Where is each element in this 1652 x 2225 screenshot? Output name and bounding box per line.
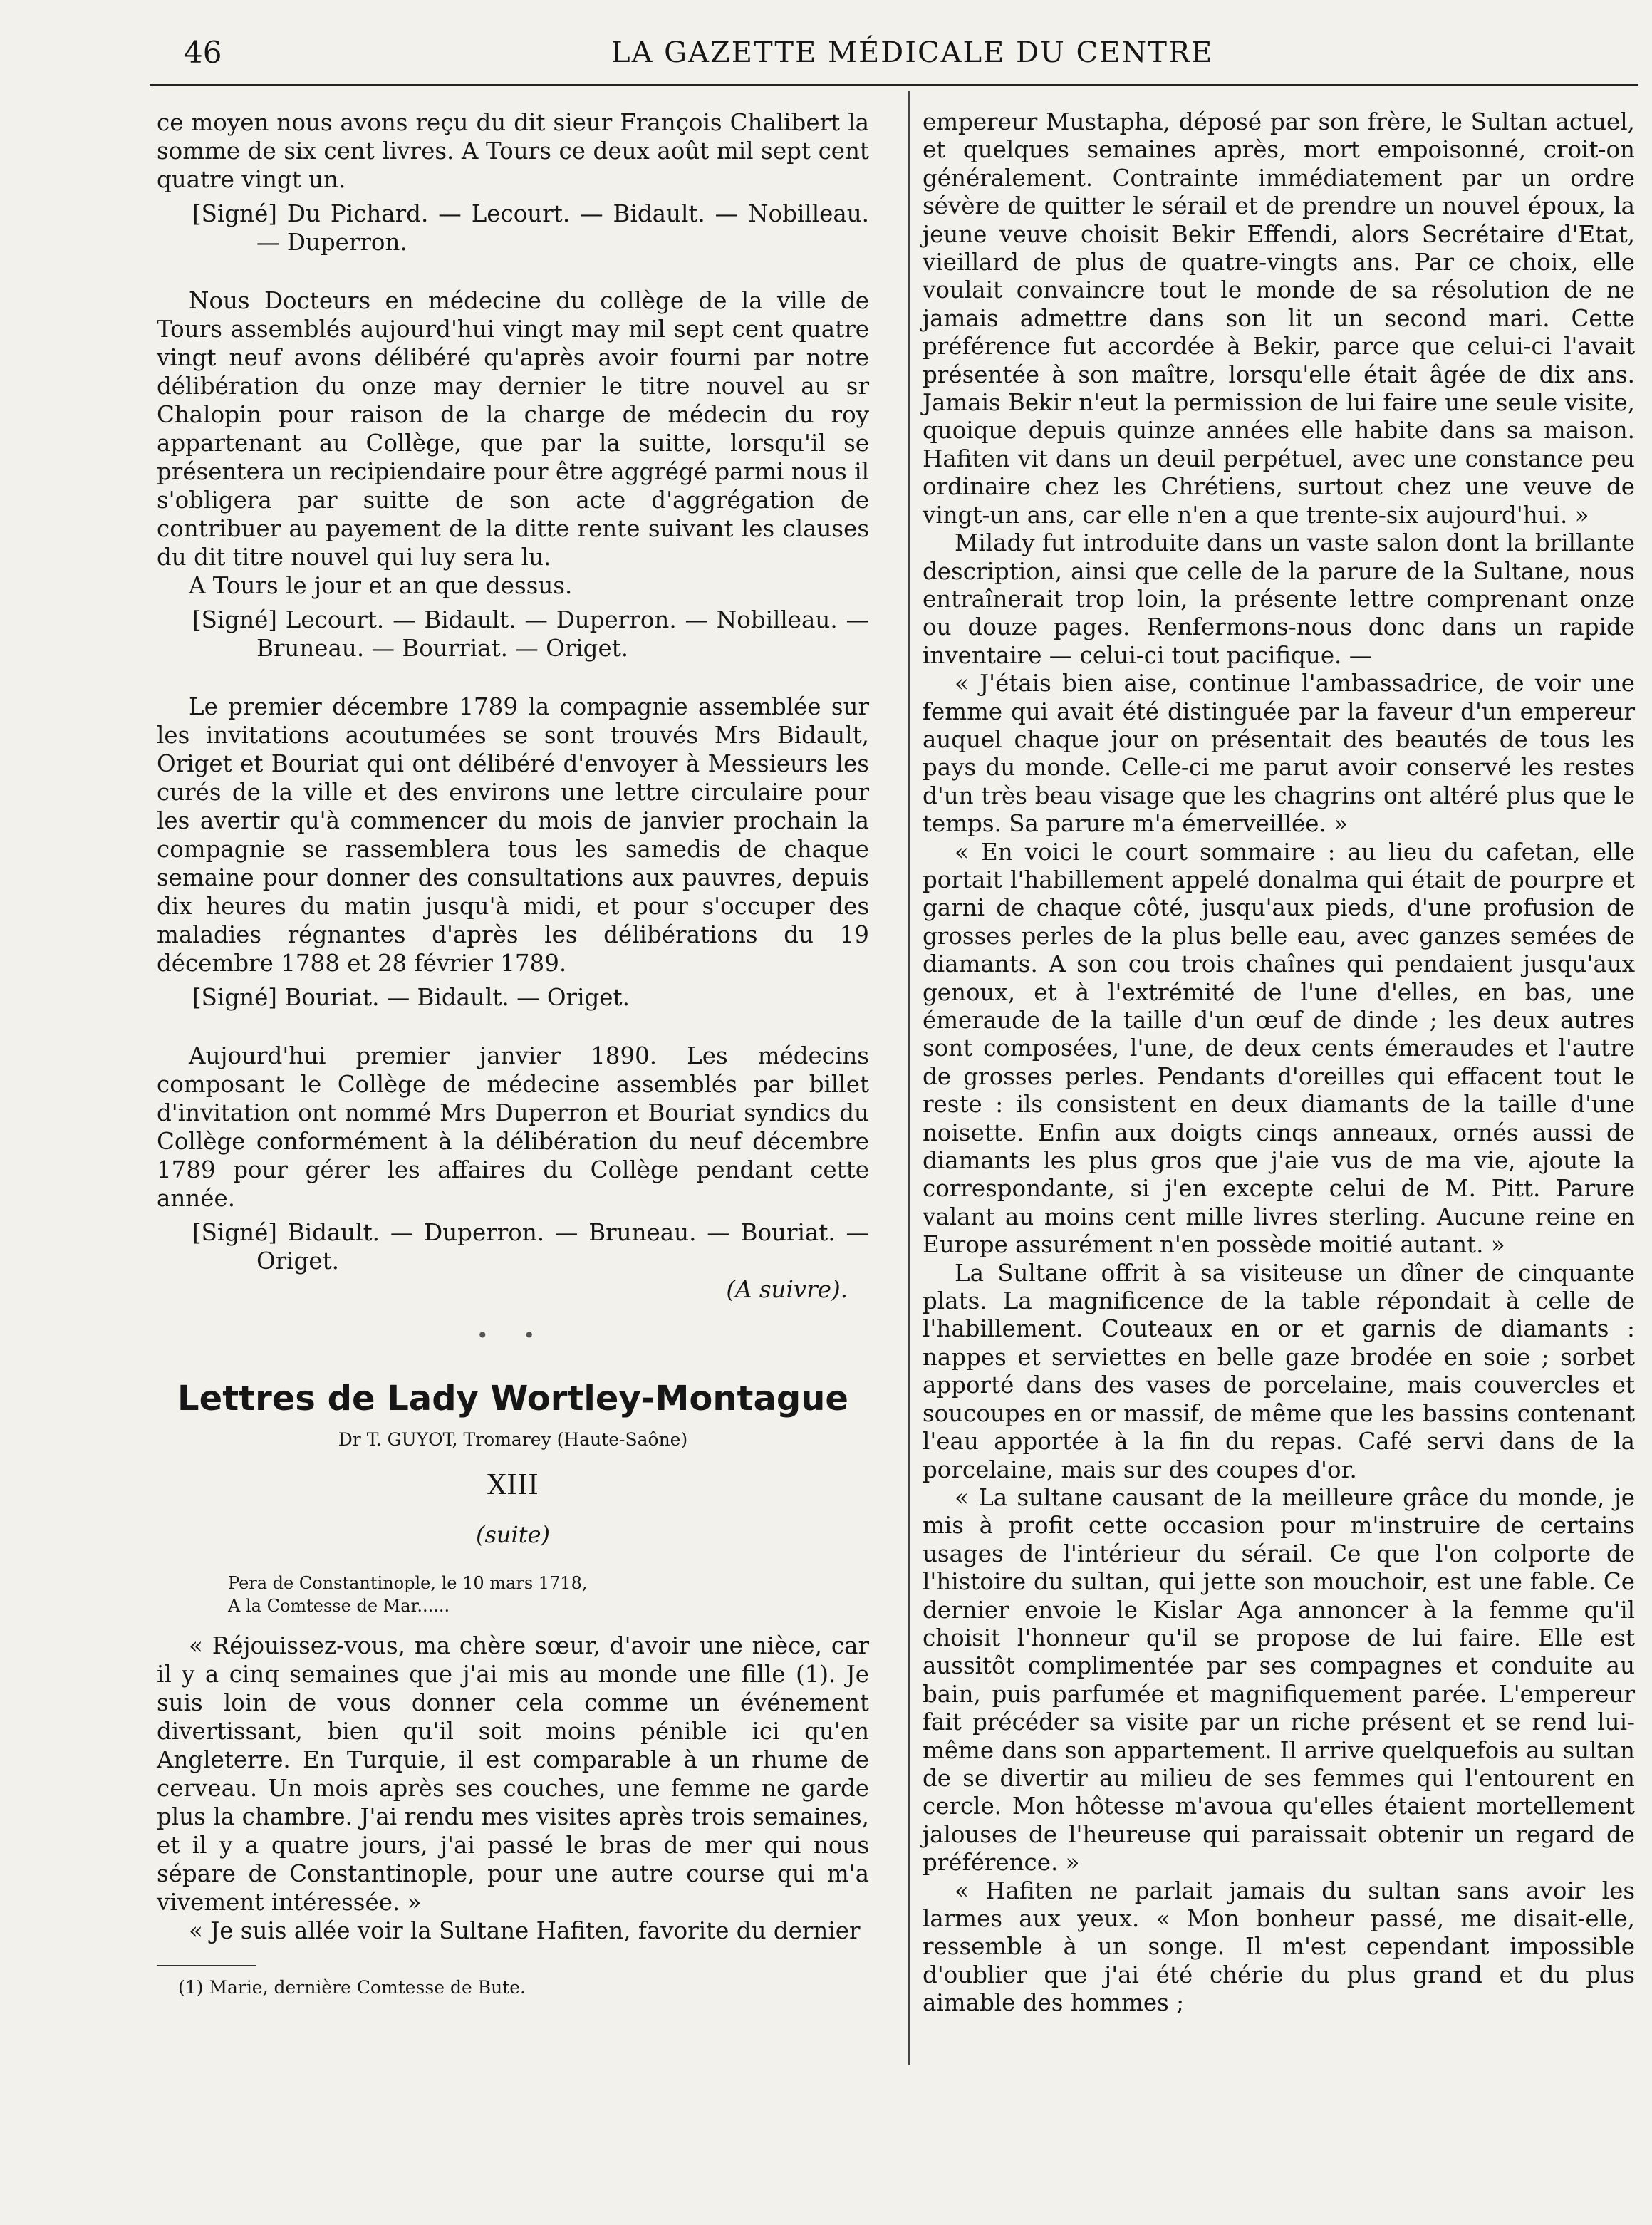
paragraph: Le premier décembre 1789 la compagnie assemblée sur les invitations acoutumées se sont trouvés Mrs Bidault, Origet et Bouriat qui ont délibéré d'envoyer à Messieurs les curés de la ville et des environs une lettre circulaire pour les avertir qu'à commencer du mois de janvier prochain la compagnie se rassemblera tous les samedis de chaque semaine pour donner des consultations aux pauvres, depuis dix heures du matin jusqu'à midi, et pour s'occuper des maladies régnantes d'après les délibérations du 19 décembre 1788 et 28 février 1789. bbox=[157, 693, 869, 977]
paragraph: Aujourd'hui premier janvier 1890. Les médecins composant le Collège de médecine assemblés par billet d'invitation ont nommé Mrs Duperron et Bouriat syndics du Collège conformément à la délibération du neuf décembre 1789 pour gérer les affaires du Collège pendant cette année. bbox=[157, 1042, 869, 1212]
footnote: (1) Marie, dernière Comtesse de Bute. bbox=[178, 1977, 526, 1998]
continuation-note: (A suivre). bbox=[726, 1276, 848, 1303]
right-column bbox=[923, 108, 1635, 2018]
suite-label: (suite) bbox=[475, 1521, 551, 1548]
dateline-place: Pera de Constantinople, le 10 mars 1718, bbox=[228, 1573, 588, 1593]
paragraph: « En voici le court sommaire : au lieu du cafetan, elle portait l'habillement appelé donalma qui était de pourpre et garni de chaque côté, jusqu'aux pieds, d'une profusion de grosses perles de la plus belle eau, avec ganzes semées de diamants. A son cou trois chaînes qui pendaient jusqu'aux genoux, et à l'extrémité de l'une d'elles, en bas, une émeraude de la taille d'un œuf de dinde ; les deux autres sont composées, l'une, de deux cents émeraudes et l'autre de grosses perles. Pendants d'oreilles qui effacent tout le reste : ils consistent en deux diamants de la taille d'une noisette. Enfin aux doigts cinqs anneaux, ornés aussi de diamants les plus gros que j'aie vus de ma vie, ajoute la correspondante, si j'en excepte celui de M. Pitt. Parure valant au moins cent mille livres sterling. Aucune reine en Europe assurément n'en possède moitié autant. » bbox=[923, 838, 1635, 1259]
signature-line: [Signé] Bouriat. — Bidault. — Origet. bbox=[192, 984, 630, 1011]
signature-line: [Signé] Bidault. — Duperron. — Bruneau. — Bouriat. — Origet. bbox=[192, 1219, 869, 1275]
left-column bbox=[157, 108, 869, 1999]
paragraph: « Je suis allée voir la Sultane Hafiten, favorite du dernier bbox=[189, 1917, 861, 1944]
article-title: Lettres de Lady Wortley-Montague bbox=[177, 1379, 848, 1418]
header-rule bbox=[150, 84, 1638, 86]
signature-line: [Signé] Du Pichard. — Lecourt. — Bidault. — Nobilleau. — Duperron. bbox=[192, 200, 869, 256]
dateline bbox=[157, 1572, 869, 1617]
column-divider bbox=[908, 91, 910, 2065]
paragraph: « Réjouissez-vous, ma chère sœur, d'avoir une nièce, car il y a cinq semaines que j'ai mis au monde une fille (1). Je suis loin de vous donner cela comme un événement divertissant, bien qu'il soit moins pénible ici qu'en Angleterre. En Turquie, il est comparable à un rhume de cerveau. Un mois après ses couches, une femme ne garde plus la chambre. J'ai rendu mes visites après trois semaines, et il y a quatre jours, j'ai passé le bras de mer qui nous sépare de Constantinople, pour une autre course qui m'a vivement intéressée. » bbox=[157, 1632, 869, 1916]
paragraph: « La sultane causant de la meilleure grâce du monde, je mis à profit cette occasion pour m'instruire de certains usages de l'intérieur du sérail. Ce que l'on colporte de l'histoire du sultan, qui jette son mouchoir, est une fable. Ce dernier envoie le Kislar Aga annoncer à la femme qu'il choisit l'honneur qu'il se propose de lui faire. Elle est aussitôt complimentée par ses compagnes et conduite au bain, puis parfumée et magnifiquement parée. L'empereur fait précéder sa visite par un riche présent et se rend lui-même dans son appartement. Il arrive quelquefois au sultan de se divertir au milieu de ses femmes qui l'entourent en cercle. Mon hôtesse m'avoua qu'elles étaient mortellement jalouses de l'heureuse qui paraissait obtenir un regard de préférence. » bbox=[923, 1483, 1635, 1877]
signature-line: [Signé] Lecourt. — Bidault. — Duperron. — Nobilleau. — Bruneau. — Bourriat. — Origet. bbox=[192, 606, 869, 662]
paragraph: empereur Mustapha, déposé par son frère, le Sultan actuel, et quelques semaines après, mort empoisonné, croit-on généralement. Contrainte immédiatement par un ordre sévère de quitter le sérail et de prendre un nouvel époux, la jeune veuve choisit Bekir Effendi, alors Secrétaire d'Etat, vieillard de plus de quatre-vingts ans. Par ce choix, elle voulait convaincre tout le monde de sa résolution de ne jamais admettre dans son lit un second mari. Cette préférence fut accordée à Bekir, parce que celui-ci l'avait présentée à son maître, lorsqu'elle était âgée de dix ans. Jamais Bekir n'eut la permission de lui faire une seule visite, quoique depuis quinze années elle habite dans sa maison. Hafiten vit dans un deuil perpétuel, avec une constance peu ordinaire chez les Chrétiens, surtout chez une veuve de vingt-un ans, car elle n'en a que trente-six aujourd'hui. » bbox=[923, 108, 1635, 529]
section-separator: • • bbox=[477, 1324, 549, 1347]
journal-title: LA GAZETTE MÉDICALE DU CENTRE bbox=[611, 36, 1214, 69]
dateline-recipient: A la Comtesse de Mar...... bbox=[228, 1596, 450, 1616]
paragraph: Nous Docteurs en médecine du collège de la ville de Tours assemblés aujourd'hui vingt may mil sept cent quatre vingt neuf avons délibéré qu'après avoir fourni par notre délibération du onze may dernier le titre nouvel au sr Chalopin pour raison de la charge de médecin du roy appartenant au Collège, que par la suitte, lorsqu'il se présentera un recipiendaire pour être aggrégé parmi nous il s'obligera par suitte de son acte d'aggrégation de contribuer au payement de la ditte rente suivant les clauses du dit titre nouvel qui luy sera lu. bbox=[157, 287, 869, 571]
paragraph: Milady fut introduite dans un vaste salon dont la brillante description, ainsi que celle de la parure de la Sultane, nous entraînerait trop loin, la présente lettre comprenant onze ou douze pages. Renfermons-nous donc dans un rapide inventaire — celui-ci tout pacifique. — bbox=[923, 529, 1635, 669]
paragraph: La Sultane offrit à sa visiteuse un dîner de cinquante plats. La magnificence de la table répondait à celle de l'habillement. Couteaux en or et garnis de diamants : nappes et serviettes en belle gaze brodée en soie ; sorbet apporté dans des vases de porcelaine, mais couvercles et soucoupes en or massif, de même que les bassins contenant l'eau apportée à la fin du repas. Café servi dans de la porcelaine, mais sur des coupes d'or. bbox=[923, 1259, 1635, 1483]
paragraph: ce moyen nous avons reçu du dit sieur François Chalibert la somme de six cent livres. A Tours ce deux août mil sept cent quatre vingt un. bbox=[157, 109, 869, 193]
running-head bbox=[184, 31, 1214, 74]
letter-number: XIII bbox=[487, 1469, 539, 1500]
page-number: 46 bbox=[184, 35, 222, 70]
paragraph: « Hafiten ne parlait jamais du sultan sans avoir les larmes aux yeux. « Mon bonheur passé, me disait-elle, ressemble à un songe. Il m'est cependant impossible d'oublier que j'ai été chérie du plus grand et du plus aimable des hommes ; bbox=[923, 1877, 1635, 2017]
article-author: Dr T. GUYOT, Tromarey (Haute-Saône) bbox=[338, 1429, 688, 1450]
paragraph: A Tours le jour et an que dessus. bbox=[189, 572, 573, 599]
paragraph: « J'étais bien aise, continue l'ambassadrice, de voir une femme qui avait été distinguée par la faveur d'un empereur auquel chaque jour on présentait des beautés de tous les pays du monde. Celle-ci me parut avoir conservé les restes d'un très beau visage que les chagrins ont altéré plus que le temps. Sa parure m'a émerveillée. » bbox=[923, 670, 1635, 838]
footnote-rule bbox=[157, 1965, 256, 1966]
